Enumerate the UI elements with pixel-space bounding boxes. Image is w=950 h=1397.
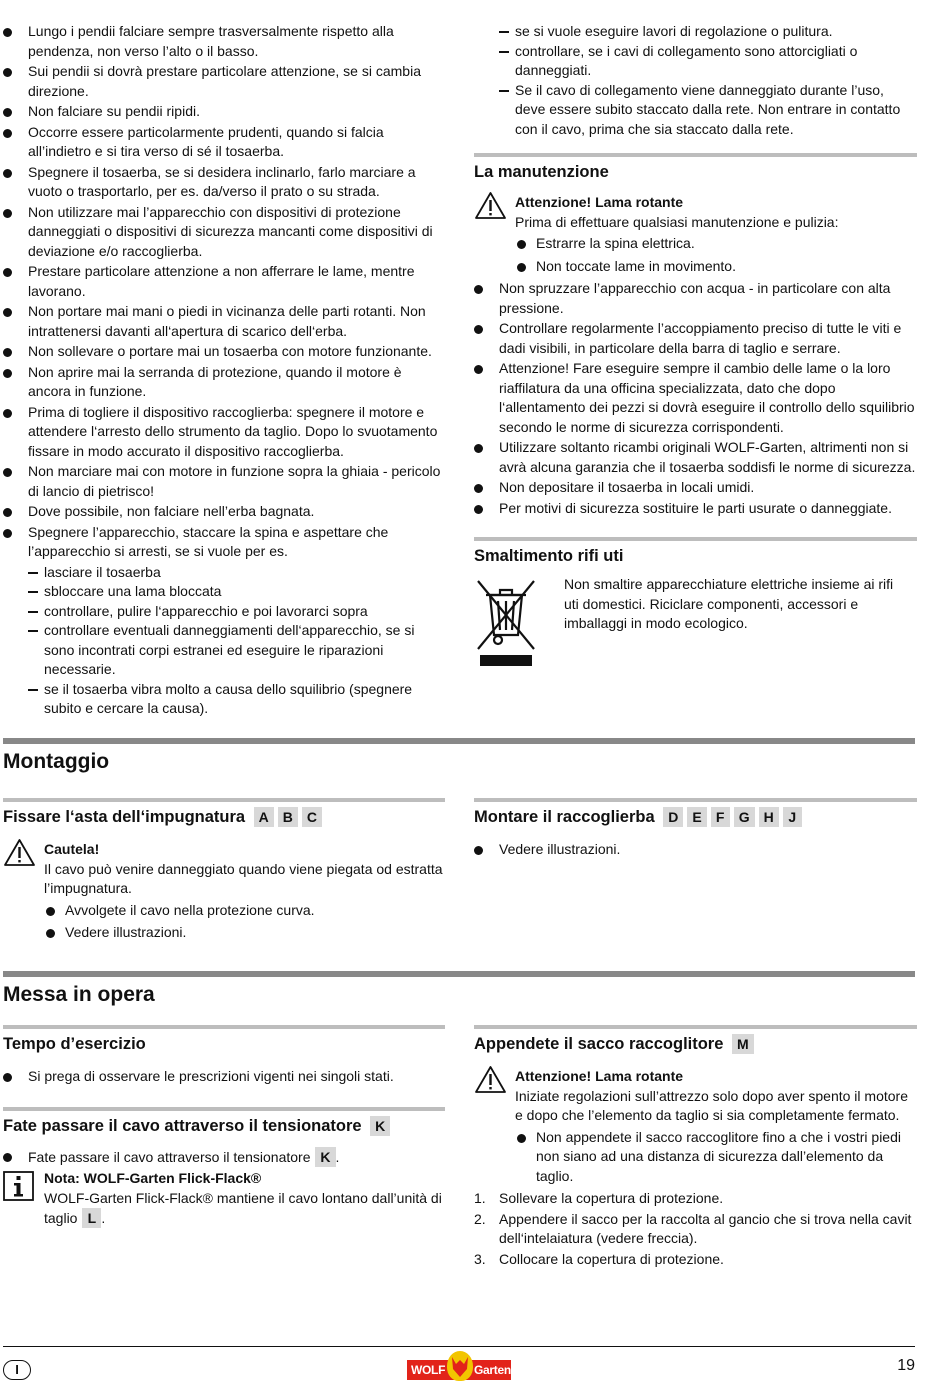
country-badge <box>3 1360 31 1380</box>
warning-icon <box>474 1065 507 1094</box>
chapter-rule <box>3 738 915 744</box>
grass-catcher-list <box>474 840 917 860</box>
section-rule <box>474 798 917 802</box>
maintenance-warning <box>474 193 917 276</box>
montaggio-section <box>3 738 915 776</box>
section-rule <box>474 1025 917 1029</box>
warning-item: Non appendete il sacco raccoglitore fino a che i vostri piedi non siano ad una distanza di sicurezza dall’elemento da taglio. <box>515 1128 917 1187</box>
bag-heading-text: Appendete il sacco raccoglitore <box>474 1035 724 1053</box>
note-title: Nota: WOLF-Garten Flick-Flack® <box>44 1170 262 1186</box>
step-number: 1. <box>474 1190 486 1206</box>
handle-heading <box>3 806 445 828</box>
wolf-garten-logo <box>407 1351 511 1383</box>
figure-tag: H <box>759 807 779 827</box>
list-item: Utilizzare soltanto ricambi originali WOLF-Garten, altrimenti non si avrà alcuna garanzia che il tosaerba soddisfi le norme di sicurezza. <box>474 438 917 477</box>
dash-item: controllare, se i cavi di collegamento sono attorcigliati o danneggiati. <box>499 42 917 81</box>
list-item: Non depositare il tosaerba in locali umidi. <box>474 478 917 498</box>
bag-warning <box>474 1067 917 1186</box>
logo-garten-text: Garten <box>474 1363 511 1377</box>
step-text: Collocare la copertura di protezione. <box>499 1250 724 1267</box>
bag-heading <box>474 1033 917 1055</box>
logo-wolf-text: WOLF <box>411 1363 446 1377</box>
montaggio-right <box>474 798 917 861</box>
messa-title: Messa in opera <box>3 983 155 1006</box>
list-item: Spegnere il tosaerba, se si desidera inclinarlo, farlo marciare a vuoto o trasportarlo, per es. da/verso il prato o su strada. <box>3 163 445 202</box>
warning-text: Il cavo può venire danneggiato quando viene piegata od estratta l’impugnatura. <box>44 860 443 896</box>
flick-flack-note <box>3 1169 445 1229</box>
section-rule <box>474 153 917 157</box>
page-number: 19 <box>897 1357 915 1374</box>
disposal-heading: Smaltimento rifi uti <box>474 547 624 565</box>
list-item: Lungo i pendii falciare sempre trasversalmente rispetto alla pendenza, non verso l’alto o il basso. <box>3 22 445 61</box>
list-item: Non portare mai mani o piedi in vicinanza delle parti rotanti. Non intrattenersi davanti all‘apertura di scarico dell‘erba. <box>3 302 445 341</box>
wolf-head-icon <box>447 1351 473 1381</box>
step-text: Sollevare la copertura di protezione. <box>499 1190 724 1206</box>
list-item: Non spruzzare l’apparecchio con acqua - in particolare con alta pressione. <box>474 279 917 318</box>
section-rule <box>3 1107 445 1111</box>
safety-list <box>3 22 445 562</box>
warning-icon <box>474 191 507 220</box>
dash-item: Se il cavo di collegamento viene danneggiato durante l’uso, deve essere subito staccato dalla rete. Non entrare in contatto con il cavo, prima che sia staccato dalla rete. <box>499 81 917 140</box>
list-item: Non utilizzare mai l’apparecchio con dispositivi di protezione danneggiati o dispositivi di sicurezza mancanti come dispositivi di deviazione e/o raccoglierba. <box>3 203 445 262</box>
warning-text: Prima di effettuare qualsiasi manutenzione e pulizia: <box>515 213 839 230</box>
weee-crossed-bin-icon <box>474 575 538 667</box>
step-number: 2. <box>474 1210 486 1227</box>
warning-title: Attenzione! Lama rotante <box>515 1068 684 1084</box>
figure-tag: C <box>302 807 322 827</box>
list-item: Attenzione! Fare eseguire sempre il cambio delle lame o la loro riaffilatura da una officina specializzata, dato che dopo l‘allentamento dei pezzi si dovrà eseguire il controllo dello squilibrio secondo le norme di sicurezza corrispondenti. <box>474 359 917 437</box>
list-item: Non aprire mai la serranda di protezione, quando il motore è ancora in funzione. <box>3 363 445 402</box>
montaggio-title: Montaggio <box>3 750 110 773</box>
figure-tag: A <box>254 807 274 827</box>
cable-list <box>3 1147 445 1168</box>
disposal-text: Non smaltire apparecchiature elettriche insieme ai rifi uti domestici. Riciclare componenti, accessori e imballaggi in modo ecologico. <box>564 576 894 631</box>
chapter-rule <box>3 971 915 977</box>
dash-list <box>28 563 445 719</box>
warning-item: Non toccate lame in movimento. <box>515 257 917 277</box>
disposal-block <box>474 575 917 675</box>
grass-catcher-heading-text: Montare il raccoglierba <box>474 808 655 826</box>
figure-tag: L <box>82 1208 101 1228</box>
warning-text: Iniziate regolazioni sull’attrezzo solo dopo aver spento il motore e dopo che l’elemento da taglio si sia completamente fermato. <box>515 1087 908 1123</box>
country-code: I <box>15 1362 19 1377</box>
note-text-wrap <box>44 1189 445 1229</box>
warning-items <box>515 234 917 276</box>
warning-items <box>515 1128 917 1187</box>
figure-tag: E <box>687 807 706 827</box>
note-text: WOLF-Garten Flick-Flack® mantiene il cavo lontano dall’unità di taglio <box>44 1189 442 1226</box>
step-text: Appendere il sacco per la raccolta al gancio che si trova nella cavit dell‘intelaiatura (vedere freccia). <box>499 1210 912 1246</box>
montaggio-left <box>3 798 445 946</box>
figure-tag: G <box>734 807 755 827</box>
list-item: Sui pendii si dovrà prestare particolare attenzione, se si cambia direzione. <box>3 62 445 101</box>
figure-tag: M <box>732 1034 754 1054</box>
safety-column-right <box>474 22 917 675</box>
step-item <box>474 1250 917 1270</box>
figure-tag: K <box>315 1147 335 1167</box>
figure-tag: J <box>783 807 802 827</box>
section-rule <box>3 798 445 802</box>
operating-time-list <box>3 1067 445 1087</box>
list-item: Prima di togliere il dispositivo raccoglierba: spegnere il motore e attendere l‘arresto dello strumento da taglio. Dopo lo svuotamento fissare in modo accurato il dispositivo raccoglierba. <box>3 403 445 462</box>
bag-steps <box>474 1189 917 1269</box>
messa-section <box>3 971 915 1009</box>
handle-heading-text: Fissare l‘asta dell‘impugnatura <box>3 808 246 826</box>
warning-item: Vedere illustrazioni. <box>44 923 445 943</box>
cable-heading-text: Fate passare il cavo attraverso il tensionatore <box>3 1116 362 1135</box>
figure-tag: B <box>278 807 298 827</box>
punctuation: . <box>101 1210 106 1226</box>
dash-item: controllare eventuali danneggiamenti dell‘apparecchio, se si sono incontrati corpi estranei ed eseguire le riparazioni necessarie. <box>28 621 445 680</box>
dash-item: controllare, pulire l‘apparecchio e poi lavorarci sopra <box>28 602 445 622</box>
list-item: Controllare regolarmente l’accoppiamento preciso di tutte le viti e dadi visibili, in particolare della barra di taglio e serrare. <box>474 319 917 358</box>
maintenance-list <box>474 279 917 518</box>
info-icon <box>3 1171 34 1201</box>
figure-tag: K <box>370 1116 390 1136</box>
dash-list-right <box>499 22 917 139</box>
step-number: 3. <box>474 1250 486 1267</box>
warning-title: Cautela! <box>44 841 100 857</box>
list-item: Vedere illustrazioni. <box>474 840 917 860</box>
maintenance-heading: La manutenzione <box>474 163 609 181</box>
figure-tag: F <box>711 807 730 827</box>
list-item: Non marciare mai con motore in funzione sopra la ghiaia - pericolo di lancio di pietrisco! <box>3 462 445 501</box>
list-item: Non sollevare o portare mai un tosaerba con motore funzionante. <box>3 342 445 362</box>
warning-title: Attenzione! Lama rotante <box>515 194 684 210</box>
list-item: Occorre essere particolarmente prudenti, quando si falcia all’indietro e si tira verso di sé il tosaerba. <box>3 123 445 162</box>
list-item: Per motivi di sicurezza sostituire le parti usurate o danneggiate. <box>474 499 917 519</box>
dash-item: se si vuole eseguire lavori di regolazione o pulitura. <box>499 22 917 42</box>
cable-heading <box>3 1115 445 1137</box>
operating-time-heading: Tempo d’esercizio <box>3 1035 146 1053</box>
cable-item-text: Fate passare il cavo attraverso il tensionatore <box>28 1148 311 1165</box>
list-item: Spegnere l’apparecchio, staccare la spina e aspettare che l’apparecchio si arresti, se si vuole per es. <box>3 523 445 562</box>
figure-tag: D <box>663 807 683 827</box>
messa-left <box>3 1025 445 1229</box>
footer-rule <box>3 1346 915 1347</box>
dash-item: lasciare il tosaerba <box>28 563 445 583</box>
dash-item: se il tosaerba vibra molto a causa dello squilibrio (spegnere subito e cercare la causa). <box>28 680 445 719</box>
section-rule <box>3 1025 445 1029</box>
messa-right <box>474 1025 917 1270</box>
punctuation: . <box>335 1148 340 1165</box>
safety-column-left <box>3 22 445 719</box>
list-item: Dove possibile, non falciare nell’erba bagnata. <box>3 502 445 522</box>
step-item <box>474 1189 917 1209</box>
section-rule <box>474 537 917 541</box>
step-item <box>474 1210 917 1249</box>
dash-item: sbloccare una lama bloccata <box>28 582 445 602</box>
handle-warning <box>3 840 445 943</box>
warning-item: Estrarre la spina elettrica. <box>515 234 917 254</box>
warning-icon <box>3 838 36 867</box>
list-item: Prestare particolare attenzione a non afferrare le lame, mentre lavorano. <box>3 262 445 301</box>
list-item: Si prega di osservare le prescrizioni vigenti nei singoli stati. <box>3 1067 445 1087</box>
warning-items <box>44 901 445 943</box>
list-item: Non falciare su pendii ripidi. <box>3 102 445 122</box>
warning-item: Avvolgete il cavo nella protezione curva. <box>44 901 445 921</box>
list-item <box>3 1147 445 1168</box>
grass-catcher-heading <box>474 806 917 828</box>
